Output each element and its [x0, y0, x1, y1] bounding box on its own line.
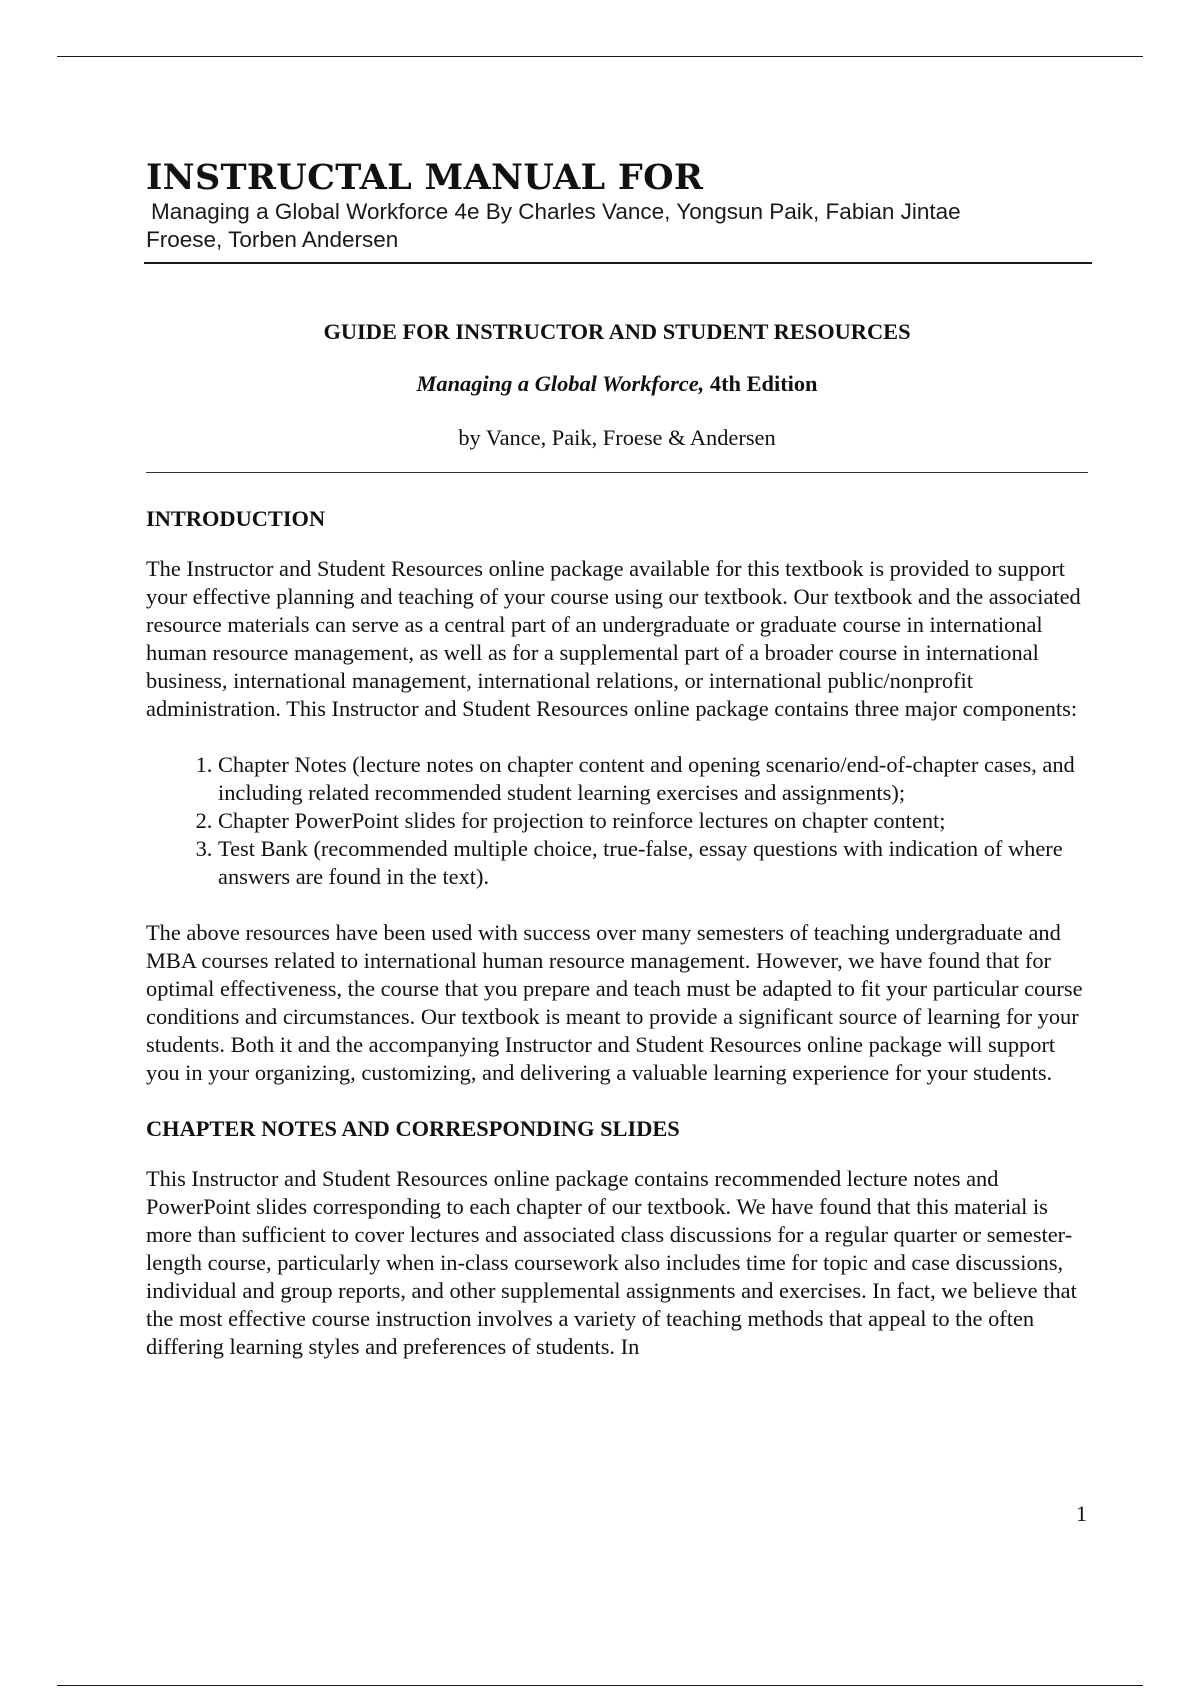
list-item: 2. Chapter PowerPoint slides for projection to reinforce lectures on chapter content; — [218, 807, 1088, 835]
section-divider — [146, 472, 1088, 473]
manual-title: INSTRUCTAL MANUAL FOR — [146, 157, 704, 198]
chapter-notes-heading: CHAPTER NOTES AND CORRESPONDING SLIDES — [146, 1116, 680, 1141]
list-item: 3. Test Bank (recommended multiple choice, true-false, essay questions with indication of where answers are found in the text). — [218, 835, 1088, 891]
edition-line — [146, 370, 1088, 398]
edition-text: 4th Edition — [704, 371, 818, 396]
top-border-rule — [57, 56, 1143, 57]
introduction-heading: INTRODUCTION — [146, 506, 326, 531]
guide-title: GUIDE FOR INSTRUCTOR AND STUDENT RESOURCES — [323, 319, 911, 344]
introduction-paragraph-1: The Instructor and Student Resources online package available for this textbook is provided to support your effective planning and teaching of your course using our textbook. Our textbook and the associated resource materials can serve as a central part of an undergraduate or graduate course in international human resource management, as well as for a supplemental part of a broader course in international business, international management, international relations, or international public/nonprofit administration. This Instructor and Student Resources online package contains three major components: — [146, 556, 1081, 721]
header-underline-rule — [144, 262, 1092, 264]
book-subtitle-line1: Managing a Global Workforce 4e By Charles Vance, Yongsun Paik, Fabian Jintae — [151, 199, 961, 224]
bottom-border-rule — [57, 1685, 1143, 1686]
page-number: 1 — [1076, 1501, 1087, 1526]
list-item: 1. Chapter Notes (lecture notes on chapter content and opening scenario/end-of-chapter cases, and including related recommended student learning exercises and assignments); — [218, 751, 1088, 807]
book-title-italic: Managing a Global Workforce, — [416, 371, 705, 396]
introduction-paragraph-2: The above resources have been used with success over many semesters of teaching undergraduate and MBA courses related to international human resource management. However, we have found that for optimal effectiveness, the course that you prepare and teach must be adapted to fit your particular course conditions and circumstances. Our textbook is meant to provide a significant source of learning for your students. Both it and the accompanying Instructor and Student Resources online package will support you in your organizing, customizing, and delivering a valuable learning experience for your students. — [146, 920, 1083, 1085]
components-list — [146, 751, 1088, 891]
book-subtitle-line2: Froese, Torben Andersen — [146, 227, 399, 252]
document-header — [146, 158, 1094, 254]
document-body — [146, 318, 1088, 1389]
chapter-notes-paragraph-1: This Instructor and Student Resources online package contains recommended lecture notes and PowerPoint slides corresponding to each chapter of our textbook. We have found that this material is more than sufficient to cover lectures and associated class discussions for a regular quarter or semester-length course, particularly when in-class coursework also includes time for topic and case discussions, individual and group reports, and other supplemental assignments and exercises. In fact, we believe that the most effective course instruction involves a variety of teaching methods that appeal to the often differing learning styles and preferences of students. In — [146, 1166, 1077, 1359]
authors-line: by Vance, Paik, Froese & Andersen — [458, 425, 776, 450]
